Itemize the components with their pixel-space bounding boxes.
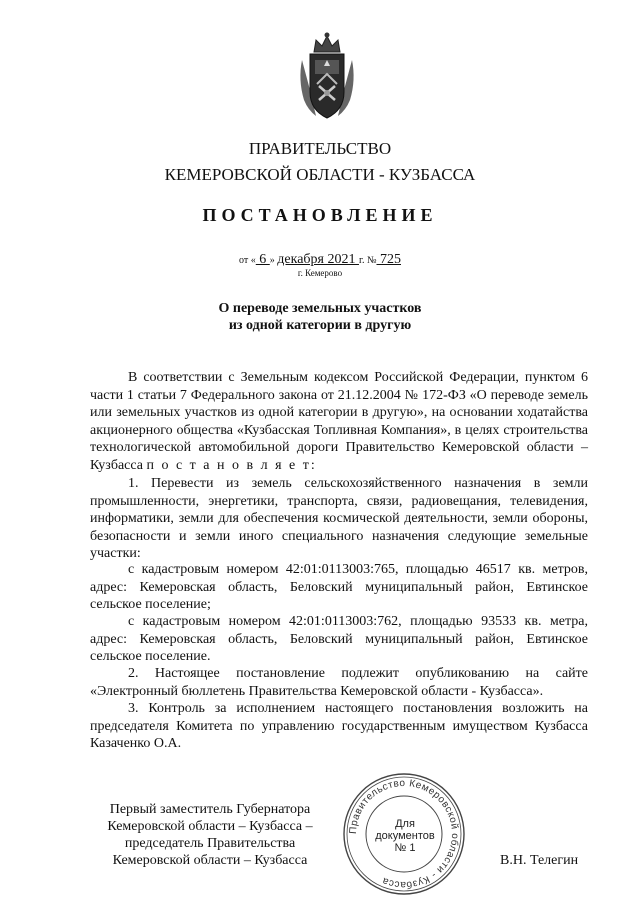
date-prefix: от « [239, 255, 256, 266]
coat-of-arms-icon [296, 30, 358, 122]
signatory-name: В.Н. Телегин [500, 853, 579, 868]
signatory-line-2: Кемеровской области – Кузбасса – [107, 819, 313, 834]
stamp-line-3: № 1 [394, 842, 416, 854]
date-day: 6 [255, 252, 270, 267]
date-year-suffix: г. № [358, 255, 377, 266]
signatory-line-4: Кемеровской области – Кузбасса [112, 853, 308, 868]
item-2: 2. Настоящее постановление подлежит опубликованию на сайте «Электронный бюллетень Правительства Кемеровской области - Кузбасса». [90, 666, 588, 699]
stamp-line-1: Для [395, 818, 415, 830]
signatory-line-1: Первый заместитель Губернатора [109, 802, 311, 817]
resolves-text: п о с т а н о в л я е т: [146, 457, 317, 473]
parcel-2: с кадастровым номером 42:01:0113003:762, площадью 93533 кв. метра, адрес: Кемеровская область, Беловский муниципальный район, Евтинское сельское поселение. [90, 614, 588, 664]
document-type: ПОСТАНОВЛЕНИЕ [202, 205, 438, 225]
stamp-line-2: документов [375, 830, 435, 842]
item-3: 3. Контроль за исполнением настоящего постановления возложить на председателя Комитета по управлению государственным имуществом Кузбасса Казаченко О.А. [90, 701, 588, 751]
date-line [0, 252, 640, 268]
city: г. Кемерово [297, 268, 343, 278]
subject-line-1: О переводе земельных участков [218, 301, 422, 316]
document-number: 725 [376, 252, 401, 267]
item-1: 1. Перевести из земель сельскохозяйственного назначения в земли промышленности, энергетики, транспорта, связи, радиовещания, телевидения, информатики, земли для обеспечения космической деятельности, земли обороны, безопасности и земли иного специального назначения следующие земельные участки: [90, 476, 588, 561]
intro-text: В соответствии с Земельным кодексом Российской Федерации, пунктом 6 части 1 статьи 7 Федерального закона от 21.12.2004 № 172-ФЗ «О переводе земель или земельных участков из одной категории в другую», на основании ходатайства акционерного общества «Кузбасская Топливная Компания», в целях строительства технологической автомобильной дороги Правительство Кемеровской области – Кузбасса [90, 370, 588, 473]
government-name: ПРАВИТЕЛЬСТВО [248, 139, 392, 158]
stamp-ring-text: Правительство Кемеровской области - Кузбасса [347, 777, 461, 891]
parcel-1: с кадастровым номером 42:01:0113003:765, площадью 46517 кв. метров, адрес: Кемеровская область, Беловский муниципальный район, Евтинское сельское поселение; [90, 562, 588, 612]
region-name: КЕМЕРОВСКОЙ ОБЛАСТИ - КУЗБАССА [164, 165, 476, 184]
signatory-line-3: председатель Правительства [124, 836, 296, 851]
date-mid: » [269, 255, 278, 266]
date-month-year: декабря 2021 [277, 252, 359, 267]
signatory-title [90, 801, 330, 869]
intro-paragraph [90, 369, 588, 474]
stamp-center [365, 818, 445, 854]
document-subject [0, 300, 640, 334]
subject-line-2: из одной категории в другую [228, 318, 412, 333]
